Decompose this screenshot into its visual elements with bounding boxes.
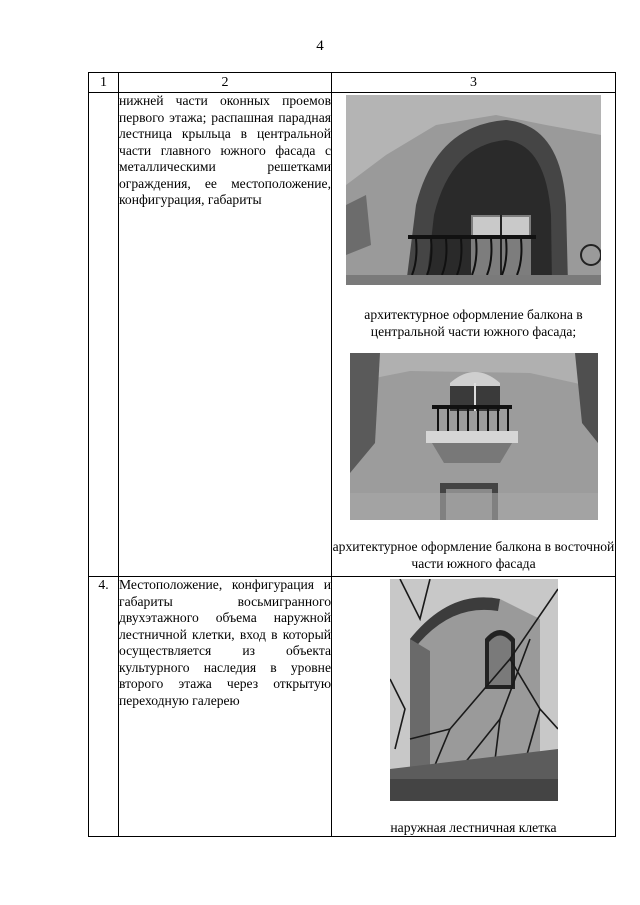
- row-description: Местоположение, конфигурация и габариты восьмигранного двухэтажного объема наружной лестничной клетки, вход в который осуществляется из объекта культурного наследия в уровне второго этажа через открытую переходную галерею: [119, 577, 332, 837]
- photo-caption: архитектурное оформление балкона в восточной части южного фасада: [332, 539, 615, 571]
- header-col-1: 1: [89, 73, 119, 93]
- photo-cell: [332, 577, 616, 837]
- row-description: нижней части оконных проемов первого этажа; распашная парадная лестница крыльца в центральной части главного южного фасада с металлическими решетками ограждения, ее местоположение, конфигурация, габариты: [119, 93, 332, 577]
- heritage-table: [88, 72, 616, 837]
- balcony-window-photo: [350, 353, 598, 520]
- table-row: [89, 577, 616, 837]
- header-col-3: 3: [332, 73, 616, 93]
- table-row: [89, 93, 616, 577]
- row-number: [89, 93, 119, 577]
- photo-caption: наружная лестничная клетка: [390, 820, 557, 835]
- row-number: 4.: [89, 577, 119, 837]
- balcony-arch-photo: [346, 95, 601, 285]
- photo-caption: архитектурное оформление балкона в центральной части южного фасада;: [364, 307, 583, 339]
- table-header-row: [89, 73, 616, 93]
- stair-tower-photo: [390, 579, 558, 801]
- header-col-2: 2: [119, 73, 332, 93]
- photo-cell: [332, 93, 616, 577]
- page-number: 4: [316, 38, 324, 54]
